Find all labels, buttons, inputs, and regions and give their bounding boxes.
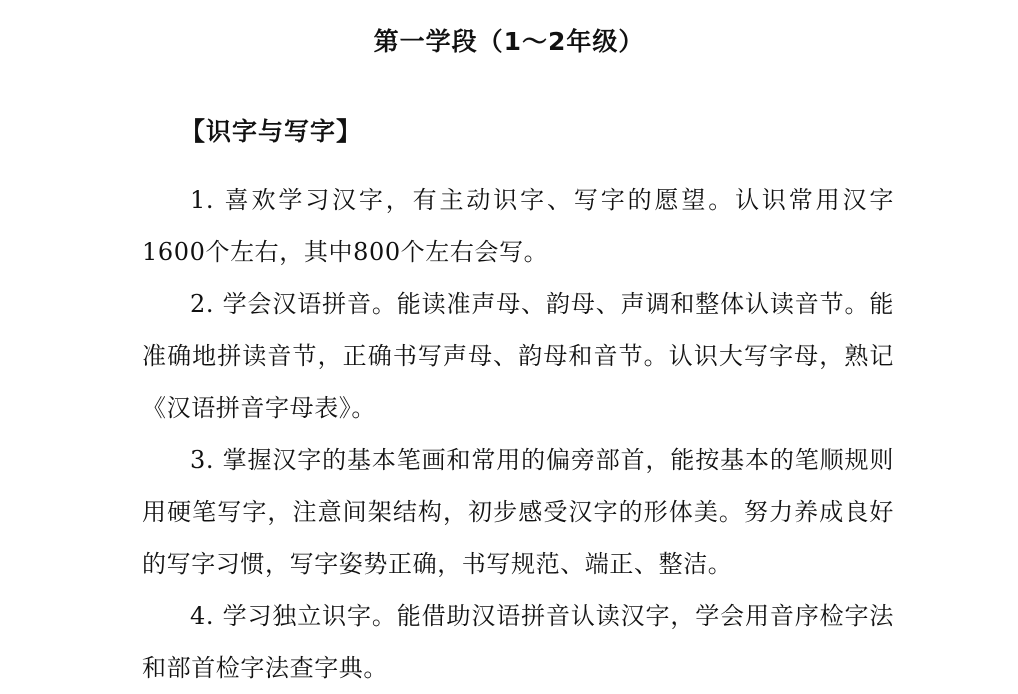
paragraph-2: 2. 学会汉语拼音。能读准声母、韵母、声调和整体认读音节。能准确地拼读音节，正确书写声母、韵母和音节。认识大写字母，熟记《汉语拼音字母表》。 [142, 290, 894, 422]
paragraph-4: 4. 学习独立识字。能借助汉语拼音认读汉字，学会用音序检字法和部首检字法查字典。 [142, 602, 894, 682]
section-heading: 【识字与写字】 [180, 117, 363, 146]
section-body [142, 174, 894, 694]
page-title: 第一学段（1～2年级） [373, 27, 645, 56]
paragraph-3: 3. 掌握汉字的基本笔画和常用的偏旁部首，能按基本的笔顺规则用硬笔写字，注意间架结构，初步感受汉字的形体美。努力养成良好的写字习惯，写字姿势正确，书写规范、端正、整洁。 [142, 446, 894, 578]
paragraph-1: 1. 喜欢学习汉字，有主动识字、写字的愿望。认识常用汉字1600个左右，其中800个左右会写。 [142, 186, 894, 266]
